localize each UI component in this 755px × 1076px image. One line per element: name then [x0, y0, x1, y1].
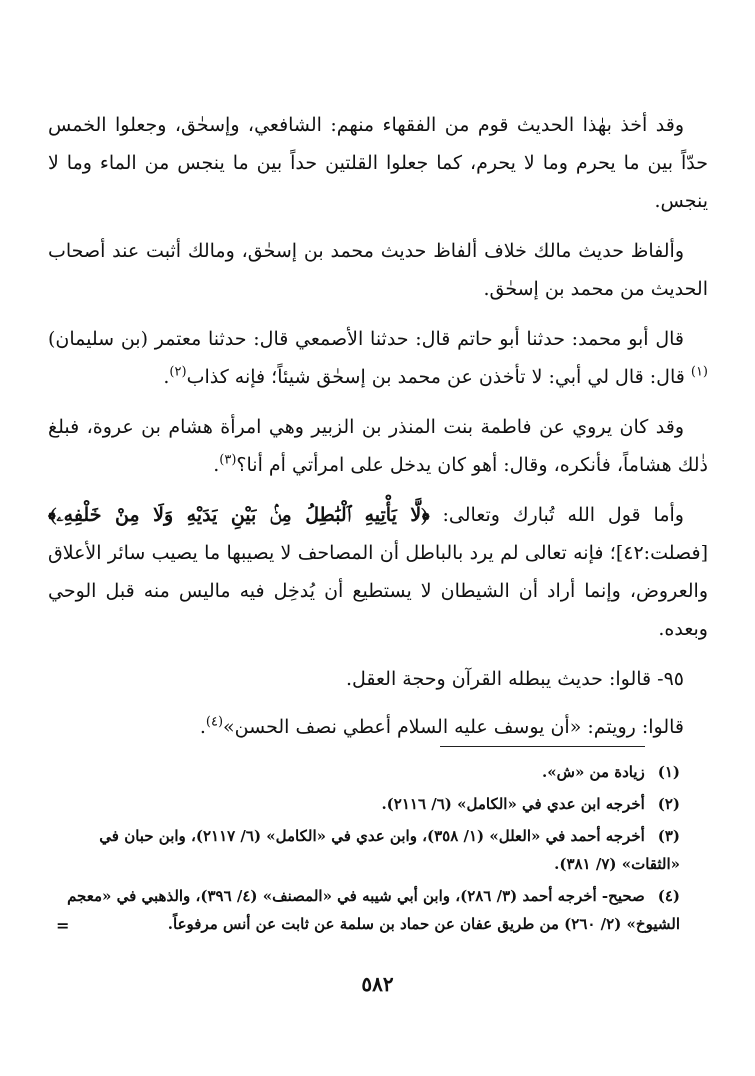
footnote-4-number: (٤) — [657, 887, 680, 905]
paragraph-2 — [48, 232, 708, 308]
footnote-ref-2[interactable]: (٢) — [169, 364, 187, 380]
footnote-4-text: صحيح- أخرجه أحمد (٣/ ٢٨٦)، وابن أبي شيبه في «المصنف» (٤/ ٣٩٦)، والذهبي في «معجم الشيوخ» (٢/ ٢٦٠) من طريق عفان عن حماد بن سلمة عن ثابت عن أنس مرفوعاً. — [67, 887, 680, 933]
paragraph-3-text-a: قال أبو محمد: حدثنا أبو حاتم قال: حدثنا الأصمعي قال: حدثنا معتمر (بن سليمان) — [48, 328, 684, 350]
main-text — [48, 106, 708, 754]
footnote-1-text: زيادة من «ش». — [542, 763, 645, 781]
paragraph-5 — [48, 496, 708, 648]
footnote-4 — [48, 882, 680, 938]
paragraph-7-text-a: قالوا: رويتم: «أن يوسف عليه السلام أعطي نصف الحسن» — [223, 716, 684, 738]
paragraph-3-text-c: . — [163, 366, 170, 388]
paragraph-7 — [48, 708, 708, 746]
section-heading-95 — [48, 660, 708, 698]
paragraph-7-text-b: . — [199, 716, 206, 738]
paragraph-2-text: وألفاظ حديث مالك خلاف ألفاظ حديث محمد بن إسحٰق، ومالك أثبت عند أصحاب الحديث من محمد بن إسحٰق. — [48, 240, 708, 300]
continuation-mark: = — [56, 916, 70, 935]
footnote-ref-3[interactable]: (٣) — [219, 452, 237, 468]
footnote-ref-4[interactable]: (٤) — [205, 714, 224, 730]
footnote-2-number: (٢) — [657, 795, 680, 813]
paragraph-3 — [48, 320, 708, 396]
paragraph-1 — [48, 106, 708, 220]
paragraph-1-text: وقد أخذ بهٰذا الحديث قوم من الفقهاء منهم: الشافعي، وإسحٰق، وجعلوا الخمس حدّاً بين ما يحرم وما لا يحرم، كما جعلوا القلتين حداً بين ما ينجس من الماء وما لا ينجس. — [48, 114, 708, 212]
footnote-3 — [48, 822, 680, 878]
footnote-2-text: أخرجه ابن عدي في «الكامل» (٦/ ٢١١٦). — [381, 795, 645, 813]
paragraph-4-text-a: وقد كان يروي عن فاطمة بنت المنذر بن الزبير وهي امرأة هشام بن عروة، فبلغ ذٰلك هشاماً، فأنكره، وقال: أهو كان يدخل على امرأتي أم أنا؟ — [48, 416, 708, 476]
paragraph-4-text-b: . — [213, 454, 220, 476]
footnote-ref-1[interactable]: (١) — [690, 364, 708, 380]
paragraph-5-text-b: [فصلت:٤٢]؛ فإنه تعالى لم يرد بالباطل أن المصاحف لا يصيبها ما يصيب سائر الأعلاق والعروض، وإنما أراد أن الشيطان لا يستطيع أن يُدخِل فيه ماليس منه قبل الوحي وبعده. — [48, 542, 708, 640]
paragraph-5-text-a: وأما قول الله تُبارك وتعالى: — [429, 504, 684, 526]
footnote-3-text: أخرجه أحمد في «العلل» (١/ ٣٥٨)، وابن عدي في «الكامل» (٦/ ٢١١٧)، وابن حبان في «الثقات» (٧/ ٣٨١). — [99, 827, 680, 873]
footnote-2 — [48, 790, 680, 818]
quran-verse: ﴿لَّا يَأْتِيهِ ٱلْبَٰطِلُ مِنۢ بَيْنِ يَدَيْهِ وَلَا مِنْ خَلْفِهِۦ﴾ — [48, 504, 430, 526]
page-number: ٥٨٢ — [361, 972, 394, 996]
paragraph-4 — [48, 408, 708, 484]
paragraph-3-text-b: قال: قال لي أبي: لا تأخذن عن محمد بن إسحٰق شيئاً؛ فإنه كذاب — [186, 366, 691, 388]
section-heading-95-text: ٩٥- قالوا: حديث يبطله القرآن وحجة العقل. — [345, 668, 684, 690]
footnote-3-number: (٣) — [657, 827, 680, 845]
footnote-divider — [440, 746, 645, 747]
footnote-1 — [48, 758, 680, 786]
footnote-1-number: (١) — [657, 763, 680, 781]
footnotes — [48, 758, 680, 942]
